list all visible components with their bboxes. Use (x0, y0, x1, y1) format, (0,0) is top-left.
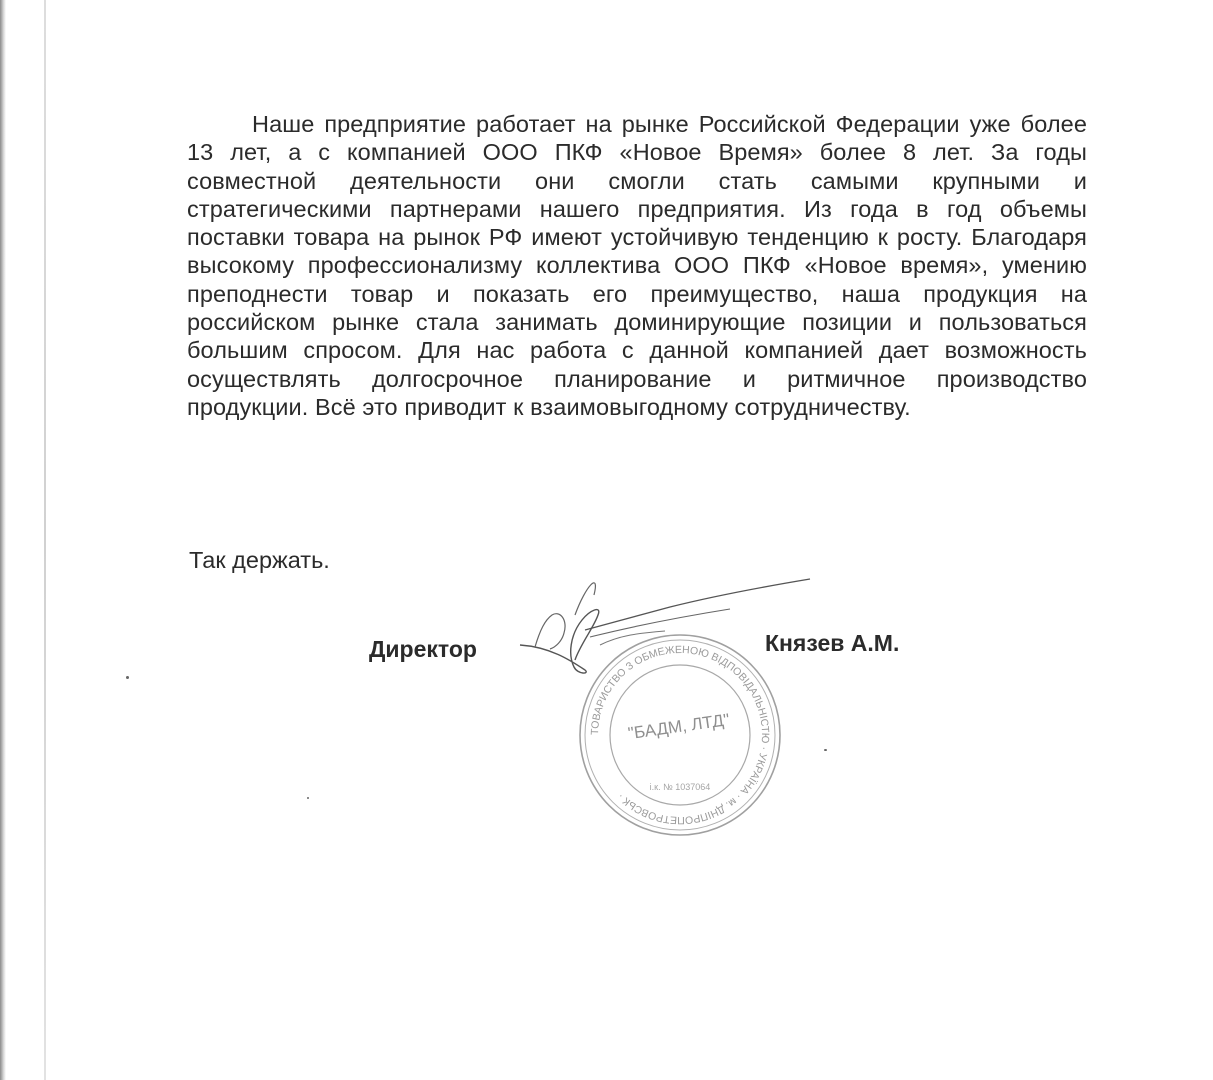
scan-speck (824, 749, 827, 751)
signatory-name: Князев А.М. (765, 630, 900, 656)
scan-fold-line (44, 0, 46, 1080)
seal-code-text: і.к. № 1037064 (649, 782, 711, 792)
letter-closing: Так держать. (189, 547, 330, 573)
seal-center-text: "БАДМ, ЛТД" (626, 710, 731, 744)
scan-edge-shadow (0, 0, 6, 1080)
seal-ring-text: ТОВАРИСТВО З ОБМЕЖЕНОЮ ВІДПОВІДАЛЬНІСТЮ · УКРАЇНА · м. ДНІПРОПЕТРОВСЬК · (588, 643, 772, 827)
letter-body: Наше предприятие работает на рынке Российской Федерации уже более 13 лет, а с компанией ООО ПКФ «Новое Время» более 8 лет. За годы совместной деятельности они смогли стать самыми крупными и стратегическими партнерами нашего предприятия. Из года в год объемы поставки товара на рынок РФ имеют устойчивую тенденцию к росту. Благодаря высокому профессионализму коллектива ООО ПКФ «Новое время», умению преподнести товар и показать его преимущество, наша продукция на российском рынке стала занимать доминирующие позиции и пользоваться большим спросом. Для нас работа с данной компанией дает возможность осуществлять долгосрочное планирование и ритмичное производство продукции. Всё это приводит к взаимовыгодному сотрудничеству. (187, 111, 1087, 420)
company-seal (575, 630, 785, 840)
scan-speck (307, 797, 309, 799)
scan-speck (126, 676, 129, 679)
signatory-title: Директор (369, 636, 477, 662)
